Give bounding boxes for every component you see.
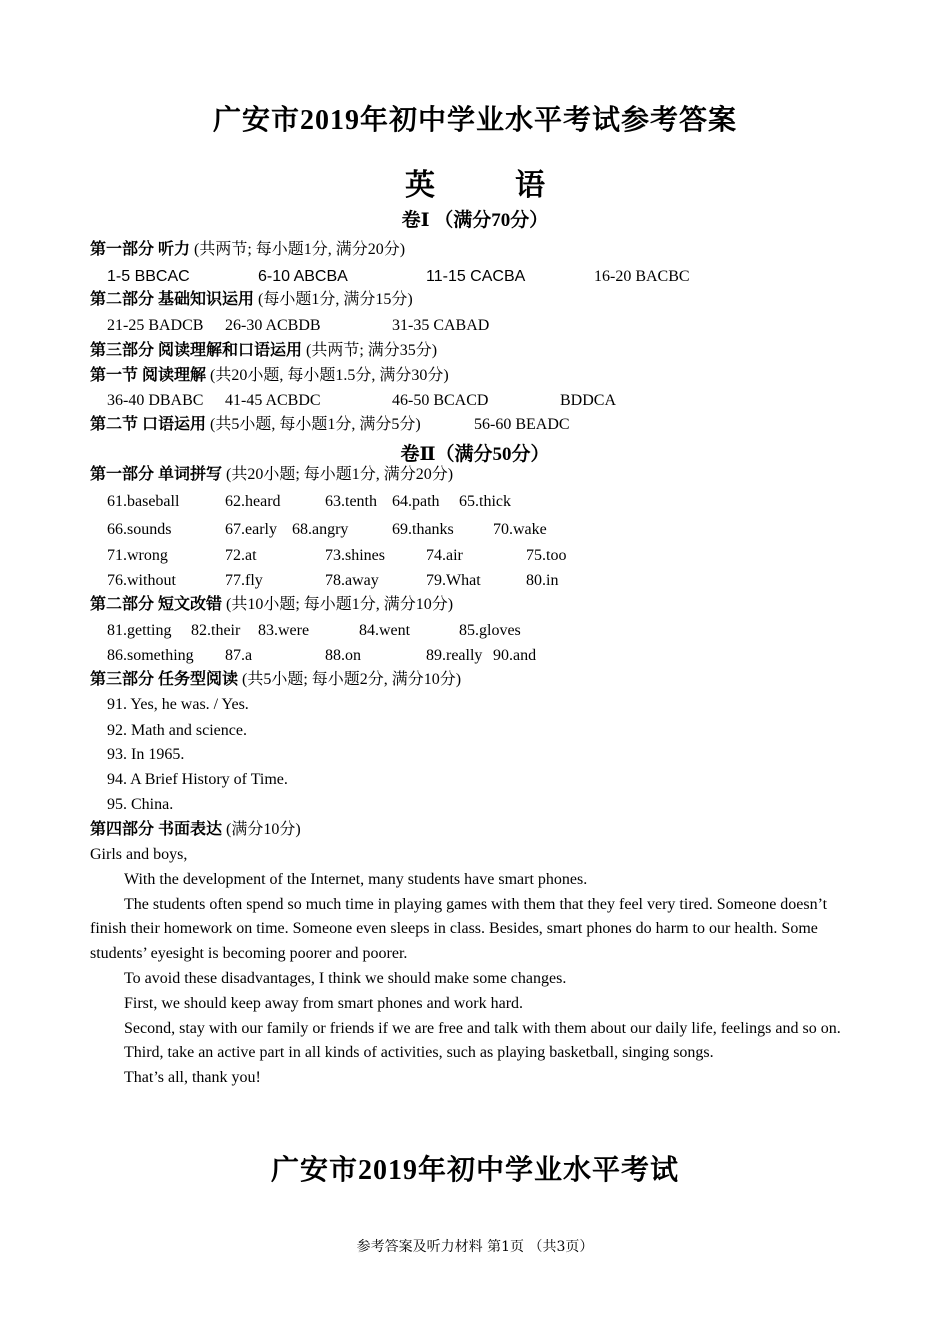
subject-char-2: 语: [515, 169, 545, 202]
section-heading: 第一部分 单词拼写: [90, 466, 223, 483]
section-basics-heading: [90, 289, 413, 311]
answer-item: 78.away: [325, 572, 379, 589]
subsection-reading-heading: [90, 365, 449, 387]
page-title: 广安市2019年初中学业水平考试参考答案: [212, 105, 737, 136]
essay-paragraph: The students often spend so much time in playing games with them that they feel very tired. Someone doesn’t finish their homework on time. Someone even sleeps in class. Besides, smart phones do harm to our health. Some students’ eyesight is becoming poorer and poorer.: [90, 895, 828, 963]
answer-group: 31-35 CABAD: [392, 317, 490, 334]
section-task-reading-heading: [90, 669, 461, 691]
answer-item: 63.tenth: [325, 493, 377, 510]
essay-paragraph: Third, take an active part in all kinds of activities, such as playing basketball, singing songs.: [124, 1044, 714, 1062]
section-heading: 第二节 口语运用: [90, 416, 207, 433]
answer-item: 85.gloves: [459, 622, 521, 639]
volume-2-heading: 卷Ⅱ（满分50分）: [400, 444, 550, 465]
answer-item: 91. Yes, he was. / Yes.: [107, 696, 249, 713]
answer-group: 46-50 BCACD: [392, 392, 489, 409]
essay-greeting: Girls and boys,: [90, 846, 188, 863]
page-footer: 参考答案及听力材料 第1页 （共3页）: [356, 1239, 594, 1255]
model-essay: [90, 843, 862, 1091]
section-heading: 第一节 阅读理解: [90, 367, 207, 384]
essay-paragraph: That’s all, thank you!: [124, 1069, 261, 1087]
section-heading: 第一部分 听力: [90, 241, 191, 258]
answer-item: 66.sounds: [107, 521, 172, 538]
essay-paragraph: First, we should keep away from smart phones and work hard.: [124, 994, 524, 1012]
volume-1-heading: 卷Ⅰ （满分70分）: [401, 210, 549, 231]
answer-group: 21-25 BADCB: [107, 317, 204, 334]
answer-item: 82.their: [191, 622, 241, 639]
answer-group: 11-15 CACBA: [426, 268, 526, 285]
answer-item: 70.wake: [493, 521, 547, 538]
answer-item: 89.really: [426, 647, 483, 664]
section-note: (共两节; 满分35分): [306, 342, 438, 359]
section-heading: 第四部分 书面表达: [90, 821, 223, 838]
section-heading: 第二部分 基础知识运用: [90, 291, 255, 308]
answer-item: 61.baseball: [107, 493, 180, 510]
subject-char-1: 英: [405, 169, 435, 202]
answer-item: 81.getting: [107, 622, 172, 639]
answer-group: 26-30 ACBDB: [225, 317, 321, 334]
answer-item: 95. China.: [107, 796, 174, 813]
answer-item: 72.at: [225, 547, 257, 564]
answer-item: 76.without: [107, 572, 176, 589]
answer-group: 6-10 ABCBA: [258, 268, 348, 285]
answer-item: 62.heard: [225, 493, 281, 510]
answer-group: 41-45 ACBDC: [225, 392, 321, 409]
section-heading: 第二部分 短文改错: [90, 596, 223, 613]
section-writing-heading: [90, 819, 301, 841]
answer-item: 69.thanks: [392, 521, 454, 538]
answer-item: 67.early: [225, 521, 277, 538]
subsection-oral-heading: [90, 414, 421, 436]
answer-item: 79.What: [426, 572, 481, 589]
section-heading: 第三部分 任务型阅读: [90, 671, 239, 688]
essay-paragraph: Second, stay with our family or friends if we are free and talk with them about our daily life, feelings and so on.: [124, 1019, 841, 1037]
answer-item: 90.and: [493, 647, 537, 664]
bottom-title: 广安市2019年初中学业水平考试: [270, 1155, 679, 1186]
answer-item: 74.air: [426, 547, 463, 564]
answer-group: 16-20 BACBC: [594, 268, 690, 285]
section-heading: 第三部分 阅读理解和口语运用: [90, 342, 303, 359]
answer-item: 71.wrong: [107, 547, 168, 564]
section-note: (共10小题; 每小题1分, 满分10分): [226, 596, 454, 613]
answer-item: 77.fly: [225, 572, 263, 589]
section-note: (共两节; 每小题1分, 满分20分): [194, 241, 406, 258]
answer-item: 64.path: [392, 493, 440, 510]
answer-group: 36-40 DBABC: [107, 392, 204, 409]
answer-group: BDDCA: [560, 392, 617, 409]
answer-item: 83.were: [258, 622, 310, 639]
essay-paragraph: To avoid these disadvantages, I think we should make some changes.: [124, 969, 567, 987]
section-note: (共20小题, 每小题1.5分, 满分30分): [210, 367, 449, 384]
answer-item: 94. A Brief History of Time.: [107, 771, 288, 788]
answer-item: 80.in: [526, 572, 559, 589]
answer-item: 86.something: [107, 647, 194, 664]
answer-item: 75.too: [526, 547, 567, 564]
answer-item: 84.went: [359, 622, 411, 639]
answer-group: 56-60 BEADC: [474, 416, 570, 433]
section-note: (共20小题; 每小题1分, 满分20分): [226, 466, 454, 483]
section-listening-heading: [90, 239, 405, 261]
section-note: (共5小题; 每小题2分, 满分10分): [242, 671, 462, 688]
answer-item: 65.thick: [459, 493, 511, 510]
answer-item: 88.on: [325, 647, 361, 664]
answer-item: 68.angry: [292, 521, 349, 538]
answer-item: 73.shines: [325, 547, 385, 564]
section-note: (满分10分): [226, 821, 301, 838]
section-correction-heading: [90, 594, 453, 616]
answer-item: 92. Math and science.: [107, 722, 247, 739]
essay-paragraph: With the development of the Internet, many students have smart phones.: [124, 870, 588, 888]
section-spelling-heading: [90, 464, 453, 486]
section-note: (共5小题, 每小题1分, 满分5分): [210, 416, 421, 433]
section-reading-heading: [90, 340, 437, 362]
answer-item: 87.a: [225, 647, 253, 664]
answer-item: 93. In 1965.: [107, 746, 185, 763]
section-note: (每小题1分, 满分15分): [258, 291, 413, 308]
subject-title: [0, 160, 950, 204]
answer-group: 1-5 BBCAC: [107, 268, 190, 285]
